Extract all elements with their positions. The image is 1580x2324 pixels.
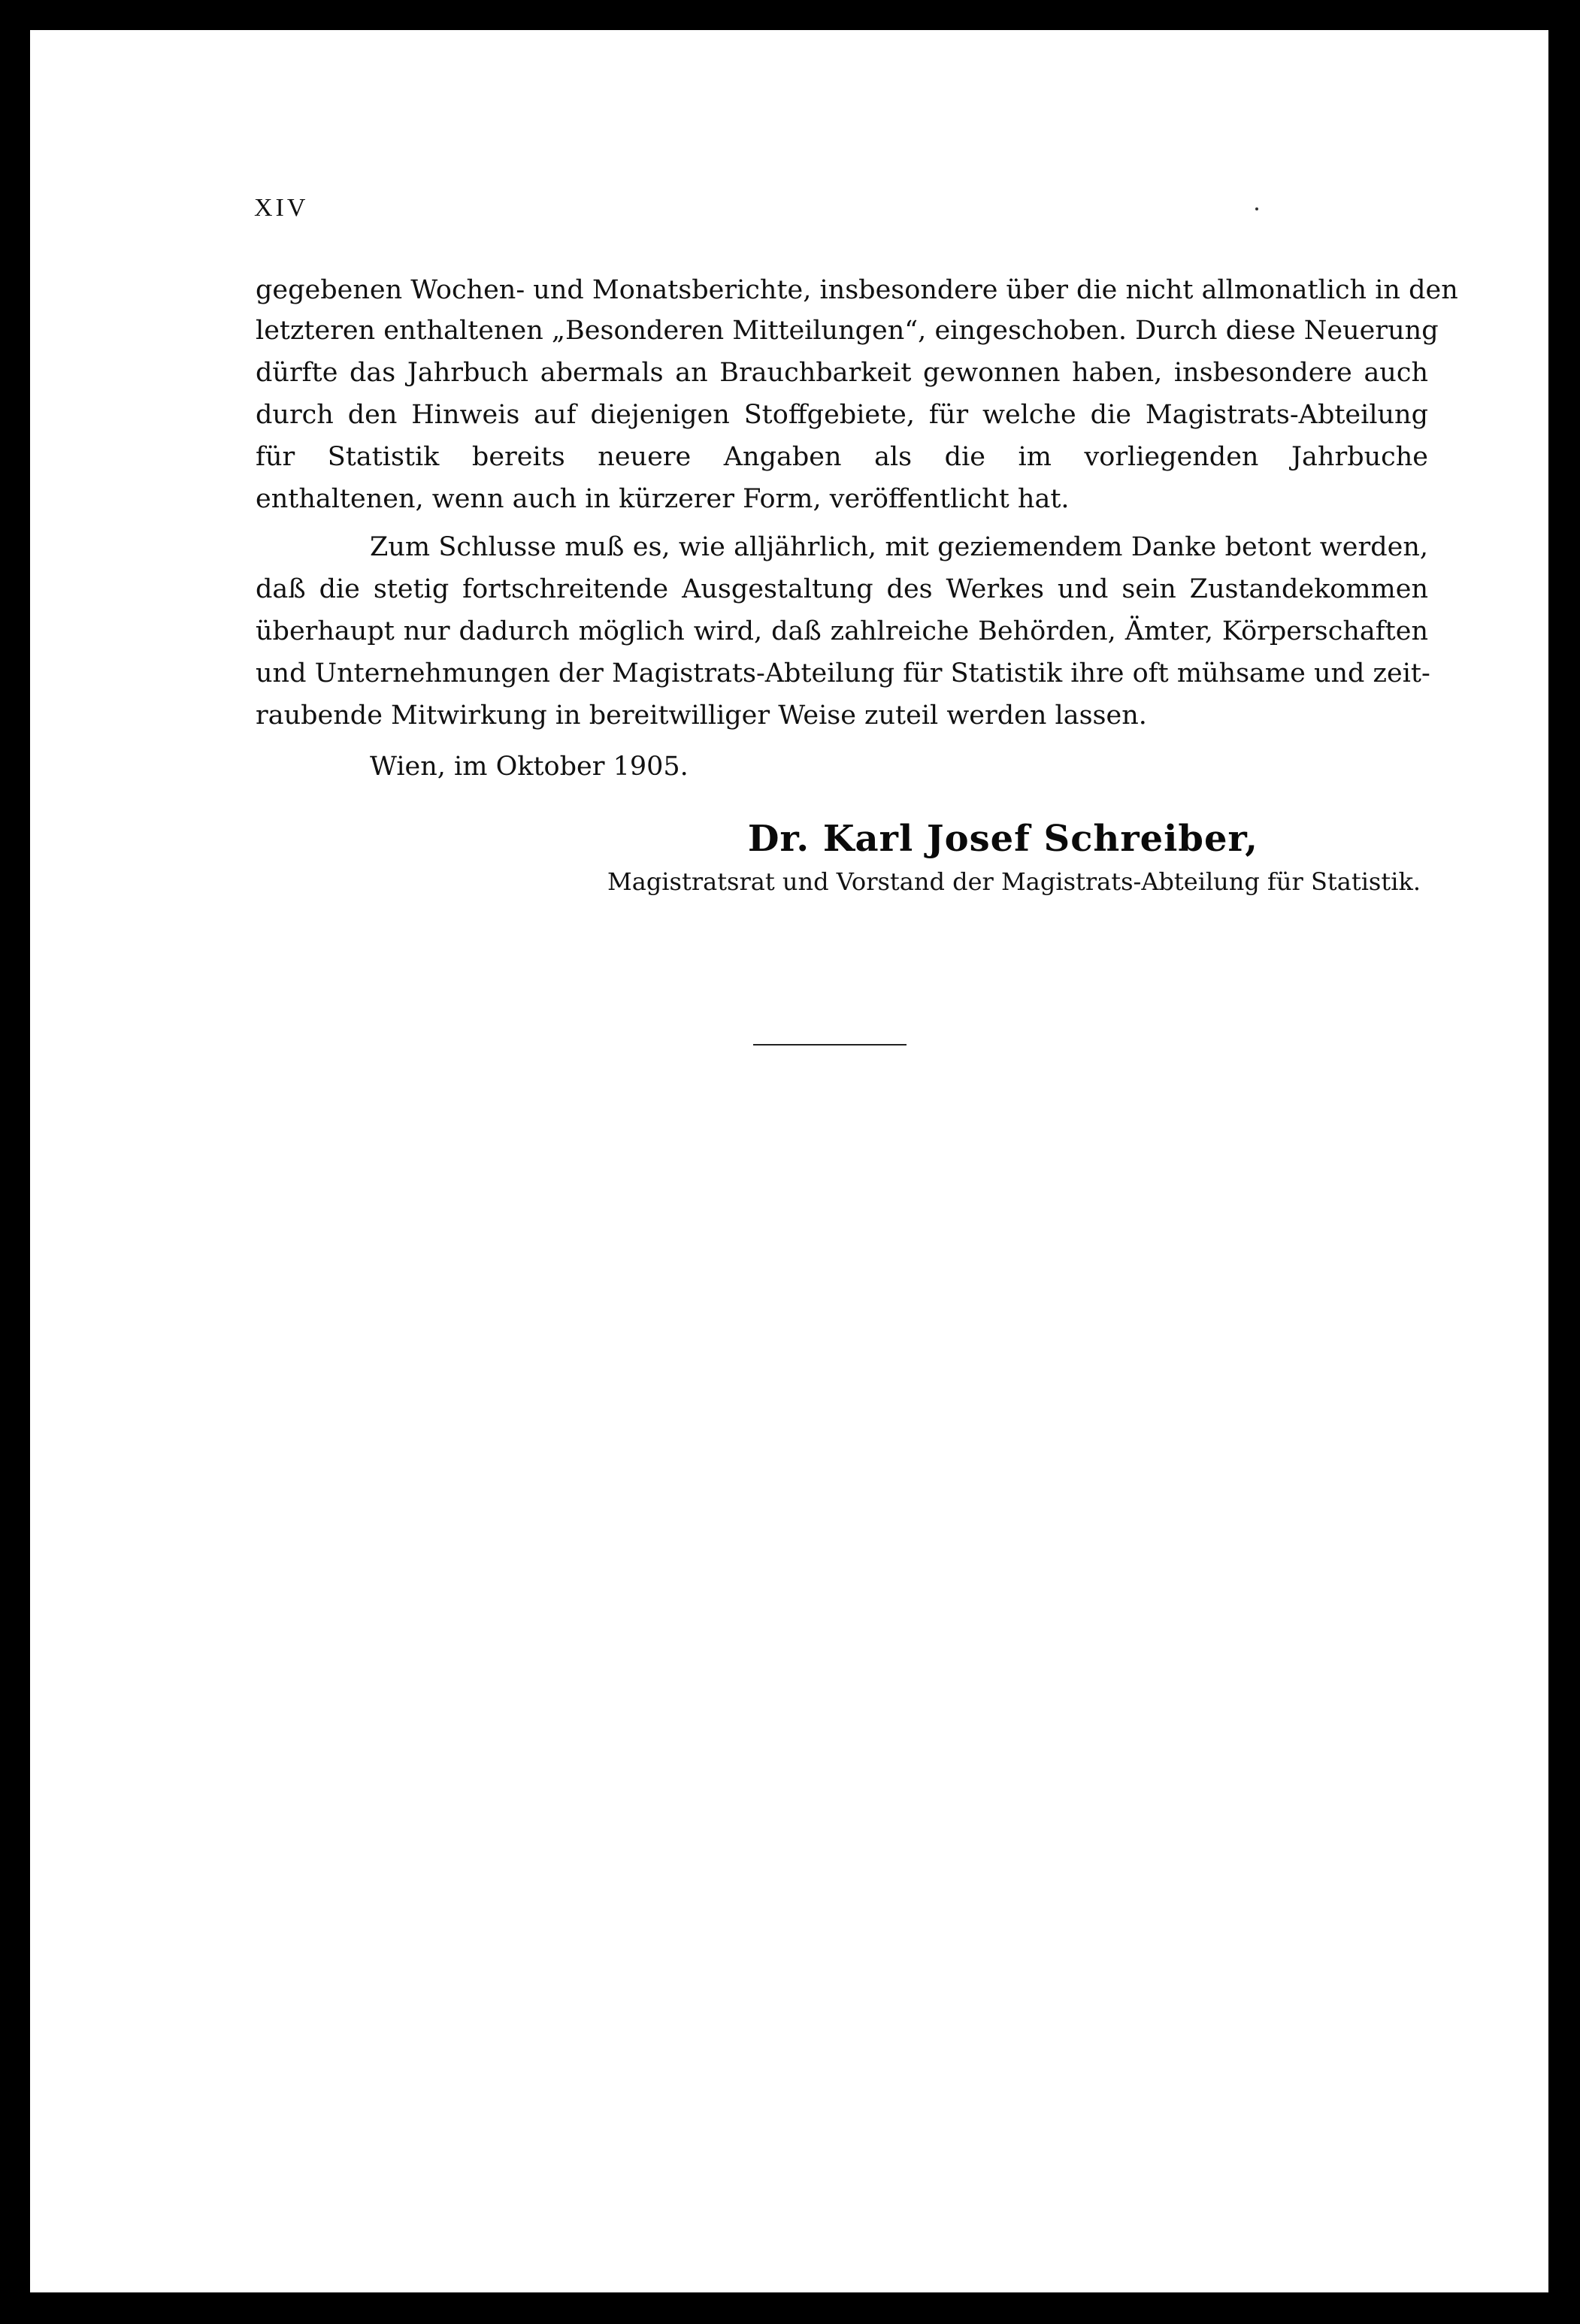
body-line: und Unternehmungen der Magistrats-Abteilung für Statistik ihre oft mühsame und zeit- (256, 658, 1430, 688)
body-line: dürfte das Jahrbuch abermals an Brauchbarkeit gewonnen haben, insbesondere auch (256, 358, 1428, 388)
document-page (30, 30, 1548, 2292)
body-line: letzteren enthaltenen „Besonderen Mitteilungen“, eingeschoben. Durch diese Neuerung (256, 316, 1439, 346)
signature-title: Magistratsrat und Vorstand der Magistrats-Abteilung für Statistik. (607, 867, 1421, 896)
body-line: durch den Hinweis auf diejenigen Stoffgebiete, für welche die Magistrats-Abteilung (256, 400, 1428, 430)
body-line: überhaupt nur dadurch möglich wird, daß zahlreiche Behörden, Ämter, Körperschaften (256, 616, 1428, 646)
closing-rule (753, 1044, 907, 1045)
dateline: Wien, im Oktober 1905. (370, 752, 689, 782)
body-line: für Statistik bereits neuere Angaben als die im vorliegenden Jahrbuche (256, 442, 1428, 472)
body-line: raubende Mitwirkung in bereitwilliger Weise zuteil werden lassen. (256, 701, 1147, 731)
ink-speck (1255, 207, 1258, 210)
body-line: enthaltenen, wenn auch in kürzerer Form, veröffentlicht hat. (256, 484, 1070, 514)
page-number: XIV (254, 194, 309, 222)
body-line: Zum Schlusse muß es, wie alljährlich, mit geziemendem Danke betont werden, (370, 532, 1428, 562)
signature-name: Dr. Karl Josef Schreiber, (747, 818, 1258, 860)
body-line: gegebenen Wochen- und Monatsberichte, insbesondere über die nicht allmonatlich in den (256, 275, 1458, 305)
body-line: daß die stetig fortschreitende Ausgestaltung des Werkes und sein Zustandekommen (256, 574, 1428, 604)
